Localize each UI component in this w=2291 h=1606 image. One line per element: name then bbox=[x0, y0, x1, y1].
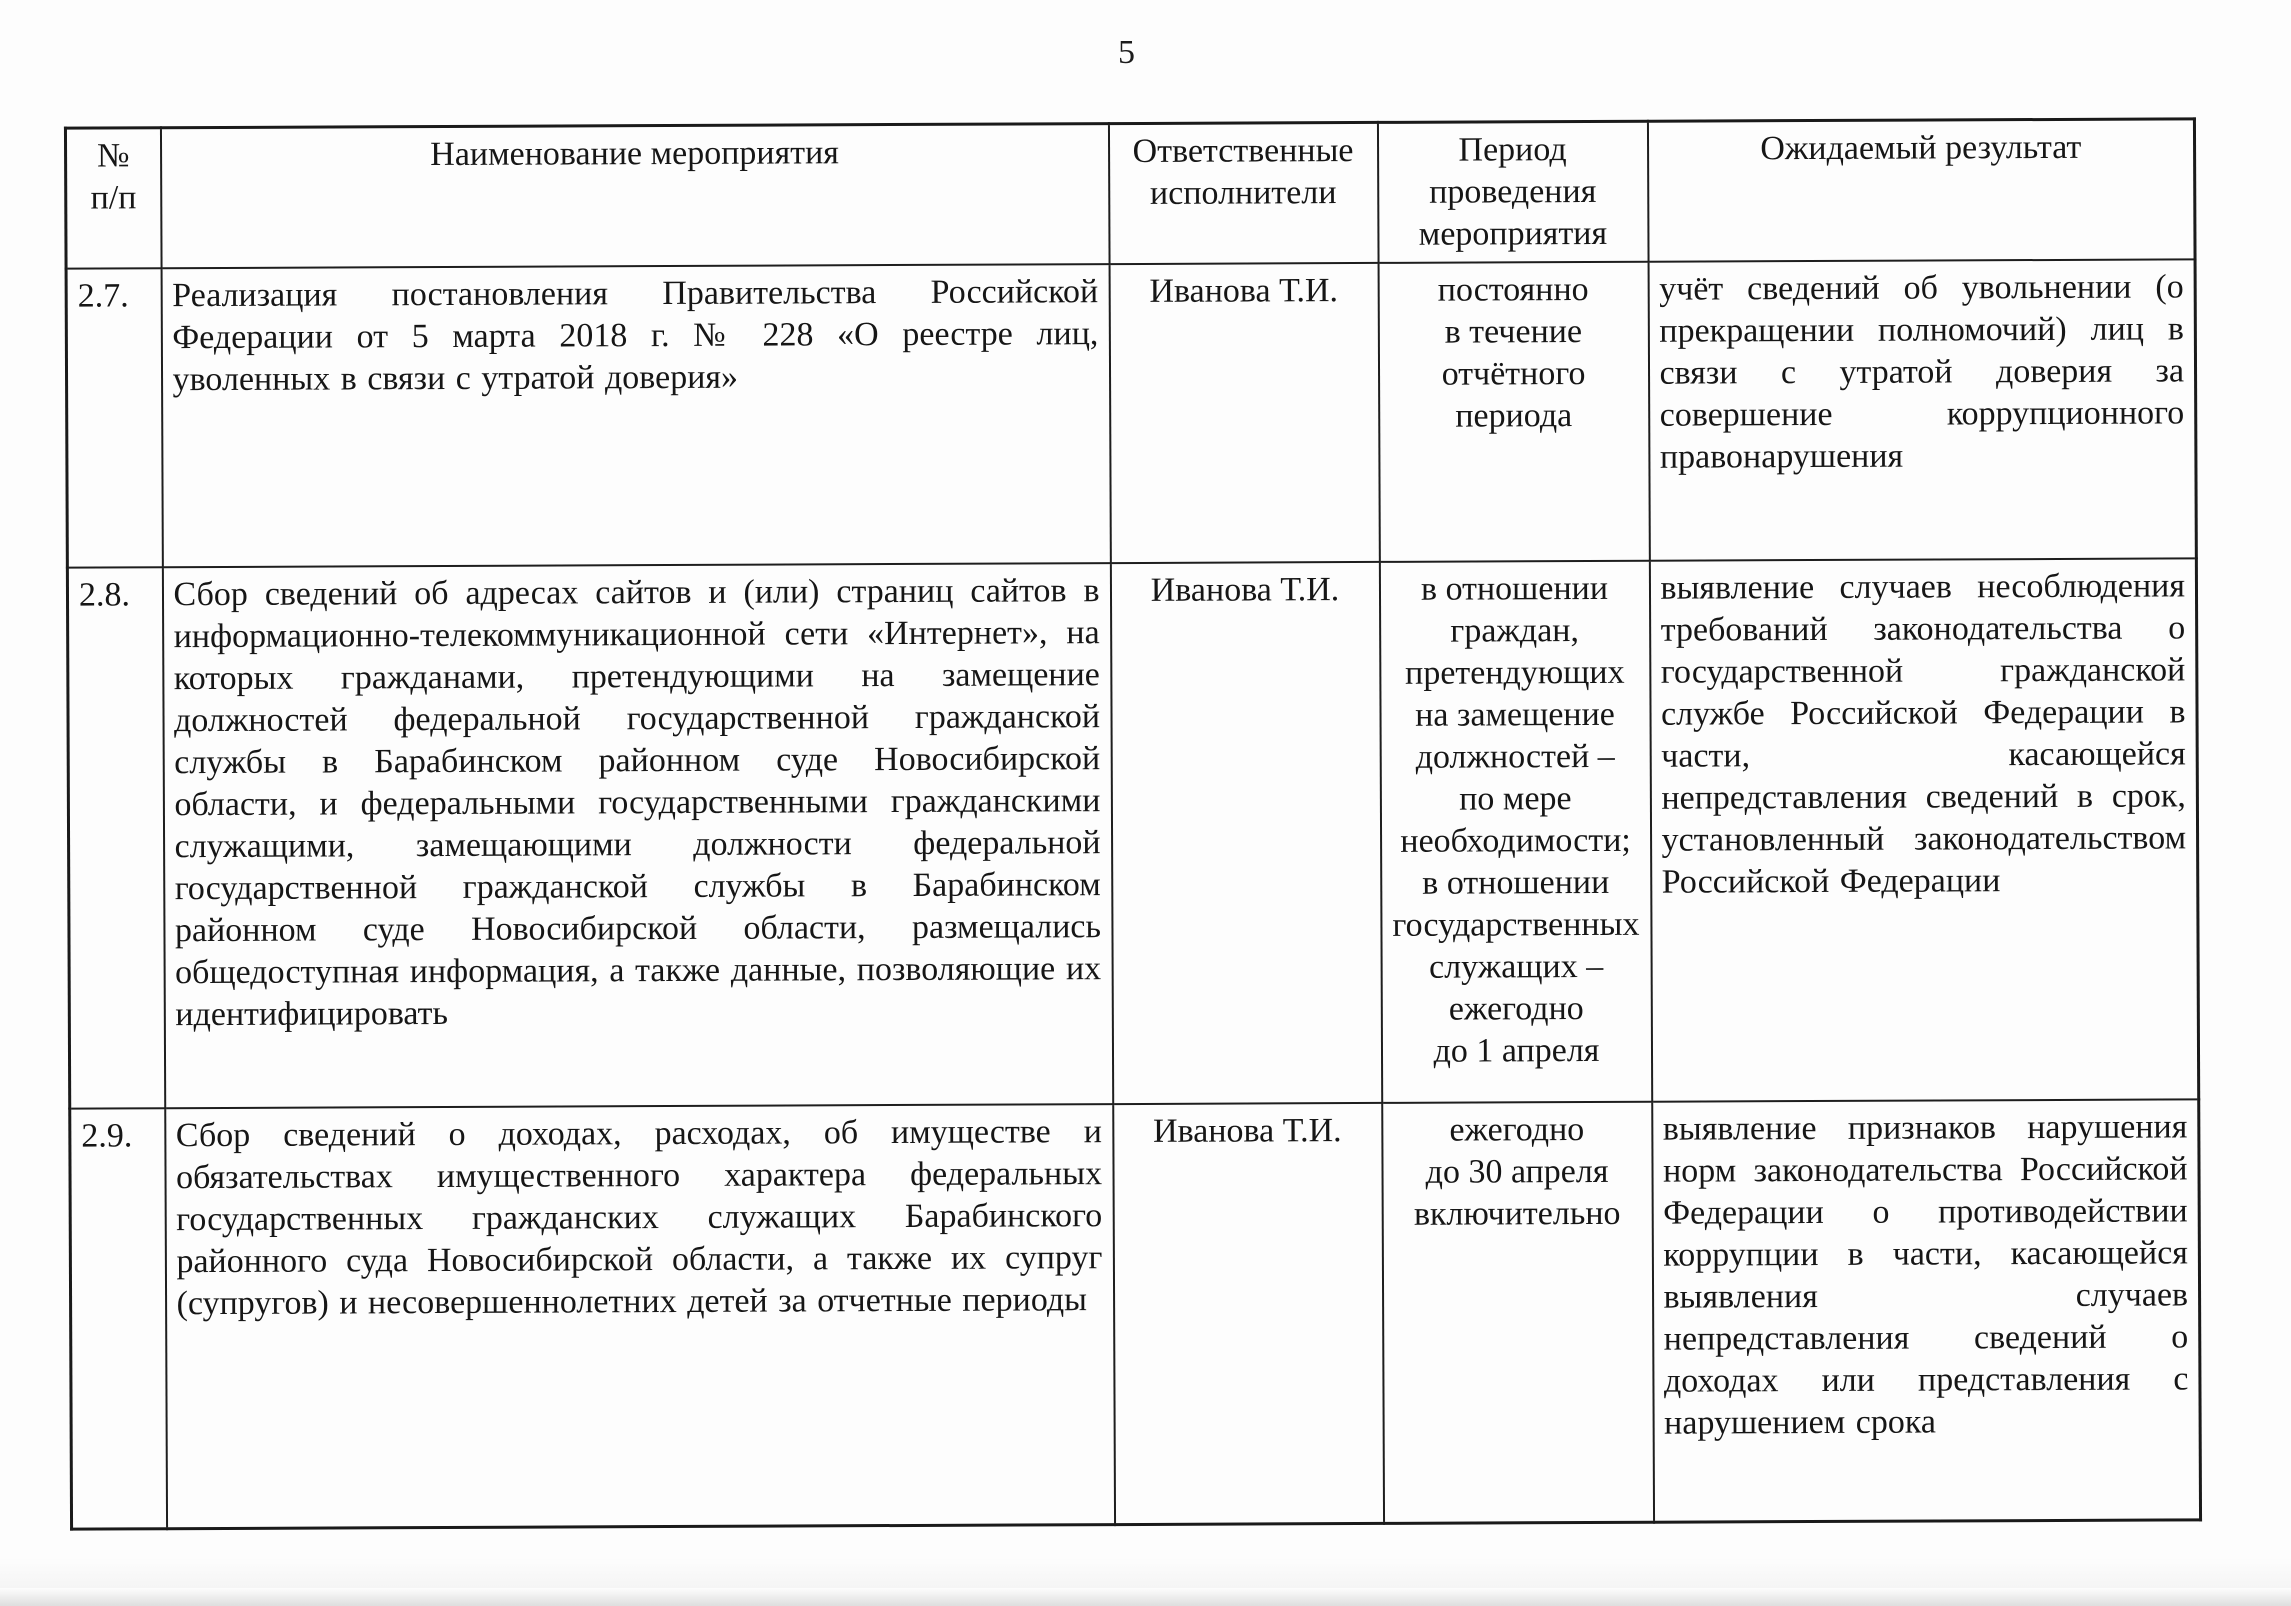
header-cell-responsible: Ответственные исполнители bbox=[1108, 122, 1378, 264]
cell-2-7-period: постоянно в течение отчётного периода bbox=[1378, 262, 1649, 562]
cell-2-9-period: ежегодно до 30 апреля включительно bbox=[1382, 1102, 1654, 1523]
table-row-2-8 bbox=[67, 558, 2198, 1108]
cell-2-9-result: выявление признаков нарушения норм законодательства Российской Федерации о противодействии коррупции в части, касающейся выявления случаев непредставления сведений о доходах или представления с нарушением срока bbox=[1652, 1099, 2201, 1521]
cell-2-9-num: 2.9. bbox=[70, 1108, 167, 1528]
anti-corruption-plan-table bbox=[64, 117, 2202, 1530]
header-cell-num: № п/п bbox=[65, 128, 161, 269]
cell-2-9-responsible: Иванова Т.И. bbox=[1113, 1103, 1384, 1524]
cell-2-7-result: учёт сведений об увольнении (о прекращении полномочий) лиц в связи с утратой доверия за совершение коррупционного правонарушения bbox=[1648, 259, 2196, 560]
header-cell-period: Период проведения мероприятия bbox=[1377, 121, 1648, 263]
header-cell-name: Наименование мероприятия bbox=[160, 124, 1109, 269]
scan-shadow-band bbox=[0, 1558, 2291, 1588]
cell-2-8-num: 2.8. bbox=[67, 567, 164, 1108]
cell-2-8-period: в отношении граждан, претендующих на замещение должностей – по мере необходимости; в отношении государственных служащих – ежегодно до 1 апреля bbox=[1379, 561, 1651, 1103]
plan-table-container bbox=[64, 117, 2199, 1530]
table-header-row bbox=[65, 119, 2195, 269]
cell-2-7-num: 2.7. bbox=[66, 268, 162, 567]
cell-2-9-name: Сбор сведений о доходах, расходах, об имуществе и обязательствах имущественного характера федеральных государственных гражданских служащих Барабинского районного суда Новосибирской области, а также их супруг (супругов) и несовершеннолетних детей за отчетные периоды bbox=[165, 1104, 1115, 1528]
cell-2-8-name: Сбор сведений об адресах сайтов и (или) страниц сайтов в информационно-телекоммуникационной сети «Интернет», на которых гражданами, претендующими на замещение должностей федеральной государственной гражданской службы в Барабинском районном суде Новосибирской области, и федеральными государственными гражданскими служащими, замещающими должности федеральной государственной гражданской службы в Барабинском районном суде Новосибирской области, размещались общедоступная информация, а также данные, позволяющие их идентифицировать bbox=[162, 563, 1112, 1108]
cell-2-7-name: Реализация постановления Правительства Российской Федерации от 5 марта 2018 г. № 228 «О реестре лиц, уволенных в связи с утратой доверия» bbox=[161, 264, 1110, 567]
table-row-2-9 bbox=[70, 1099, 2201, 1528]
page-number: 5 bbox=[1118, 34, 1135, 71]
header-cell-result: Ожидаемый результат bbox=[1647, 119, 2195, 262]
cell-2-7-responsible: Иванова Т.И. bbox=[1109, 263, 1379, 563]
scan-edge-band bbox=[0, 1588, 2291, 1606]
table-row-2-7 bbox=[66, 259, 2196, 567]
cell-2-8-responsible: Иванова Т.И. bbox=[1110, 562, 1381, 1104]
cell-2-8-result: выявление случаев несоблюдения требований законодательства о государственной гражданской службе Российской Федерации в части, касающейся непредставления сведений в срок, установленный законодательством Российской Федерации bbox=[1649, 558, 2198, 1101]
